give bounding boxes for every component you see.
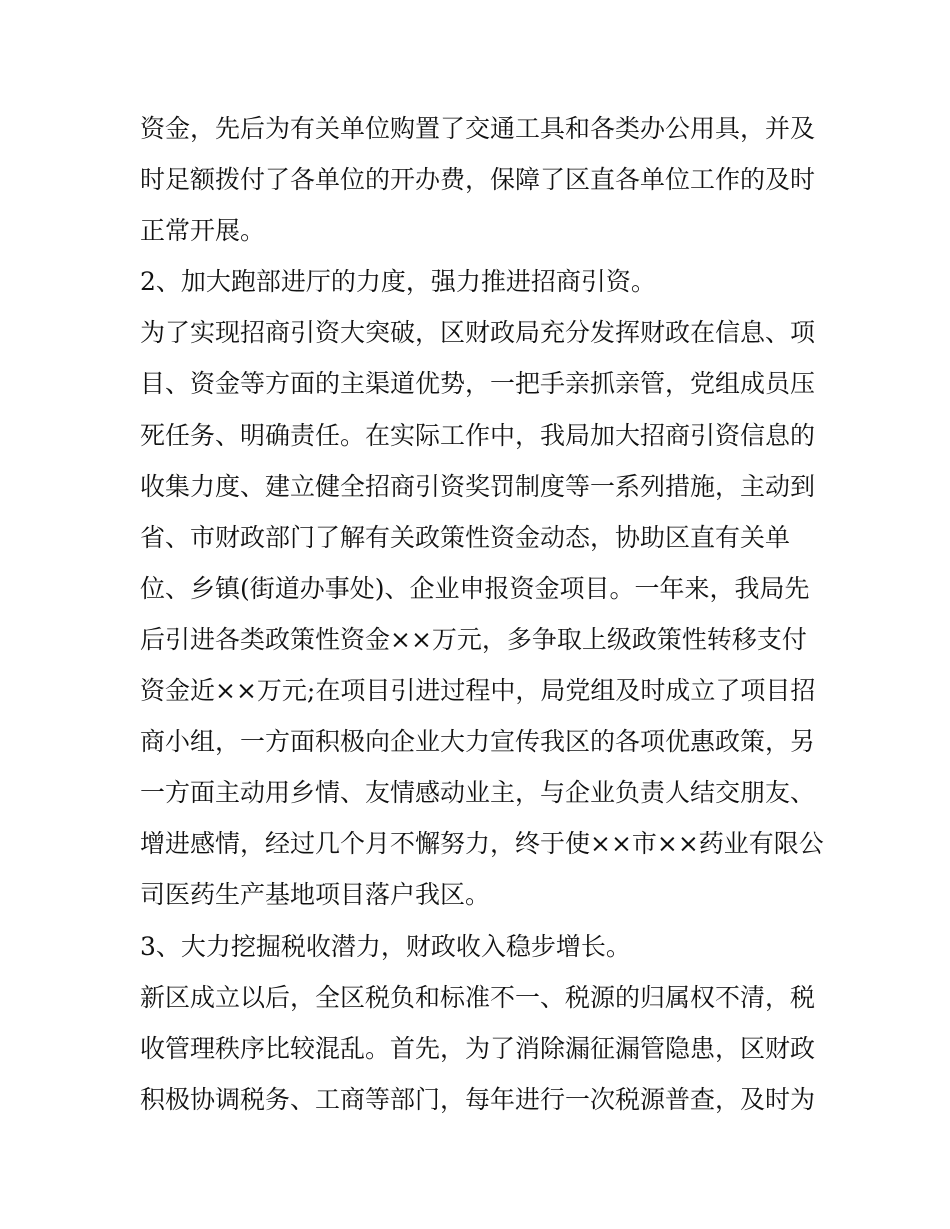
section-heading-3: 3、大力挖掘税收潜力，财政收入稳步增长。 (140, 931, 631, 961)
section-heading-2: 2、加大跑部进厅的力度，强力推进招商引资。 (140, 267, 656, 297)
text-line: 一方面主动用乡情、友情感动业主，与企业负责人结交朋友、 (140, 778, 816, 808)
text-line: 目、资金等方面的主渠道优势，一把手亲抓亲管，党组成员压 (140, 369, 816, 399)
text-line: 积极协调税务、工商等部门，每年进行一次税源普查，及时为 (140, 1084, 816, 1114)
text-line: 省、市财政部门了解有关政策性资金动态，协助区直有关单 (140, 522, 791, 552)
text-line: 新区成立以后，全区税负和标准不一、税源的归属权不清，税 (140, 982, 816, 1012)
text-line: 时足额拨付了各单位的开办费，保障了区直各单位工作的及时 (140, 165, 816, 195)
text-line: 增进感情，经过几个月不懈努力，终于使××市××药业有限公 (140, 829, 824, 859)
text-line: 司医药生产基地项目落户我区。 (140, 880, 491, 910)
text-line: 资金近××万元;在项目引进过程中，局党组及时成立了项目招 (140, 676, 816, 706)
text-line: 死任务、明确责任。在实际工作中，我局加大招商引资信息的 (140, 420, 816, 450)
text-line: 位、乡镇(街道办事处)、企业申报资金项目。一年来，我局先 (140, 573, 810, 603)
body-text (140, 103, 824, 1125)
text-line: 收集力度、建立健全招商引资奖罚制度等一系列措施，主动到 (140, 471, 816, 501)
text-line: 资金，先后为有关单位购置了交通工具和各类办公用具，并及 (140, 114, 816, 143)
text-line: 正常开展。 (140, 216, 266, 246)
text-line: 为了实现招商引资大突破，区财政局充分发挥财政在信息、项 (140, 318, 816, 348)
text-line: 商小组，一方面积极向企业大力宣传我区的各项优惠政策，另 (140, 727, 816, 757)
text-line: 后引进各类政策性资金××万元，多争取上级政策性转移支付 (140, 624, 807, 654)
text-line: 收管理秩序比较混乱。首先，为了消除漏征漏管隐患，区财政 (140, 1033, 816, 1063)
